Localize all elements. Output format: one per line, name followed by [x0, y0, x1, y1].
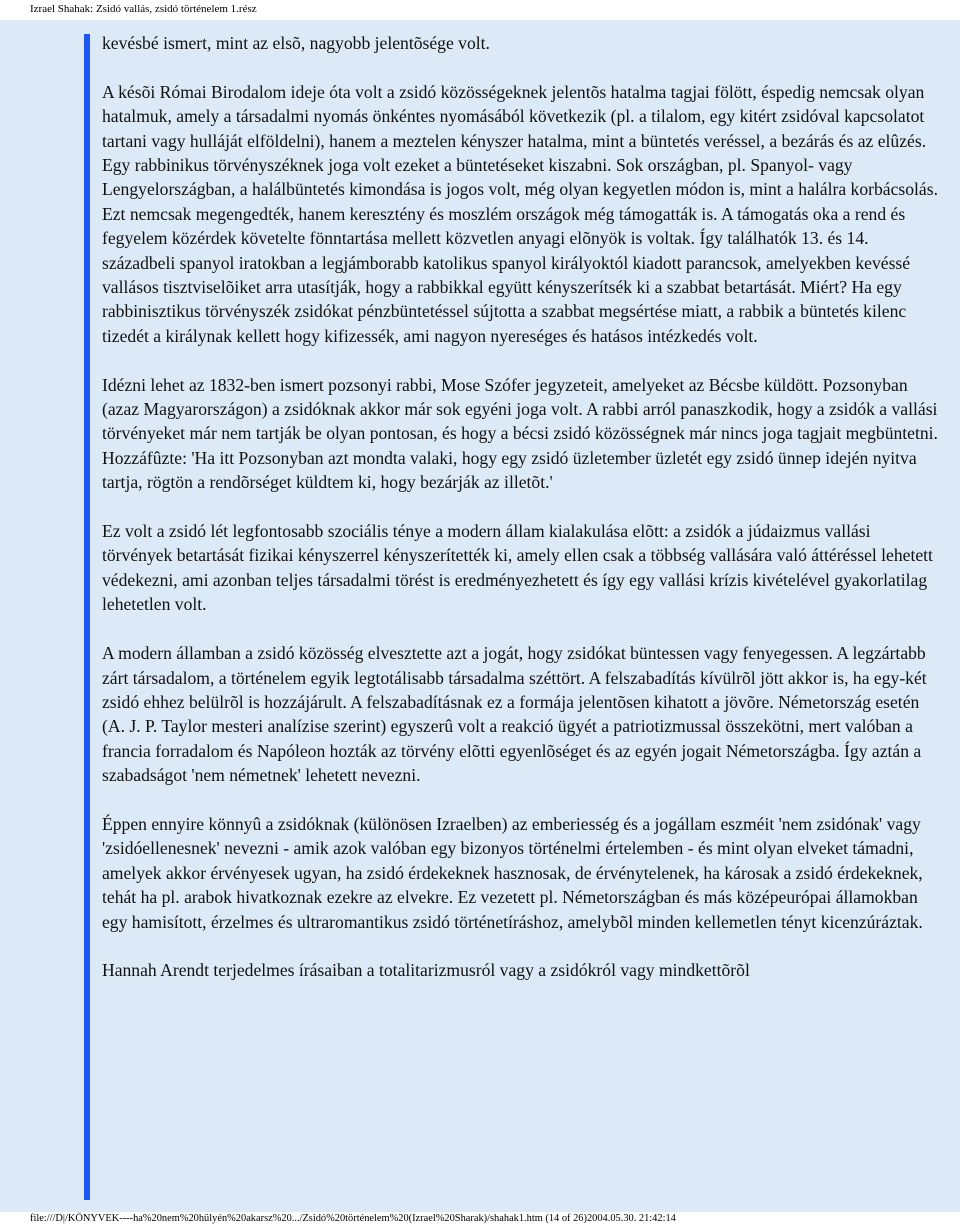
paragraph-7: Hannah Arendt terjedelmes írásaiban a totalitarizmusról vagy a zsidókról vagy mindkettõrõl	[102, 960, 750, 981]
article-container	[0, 20, 960, 1212]
document-title: Izrael Shahak: Zsidó vallás, zsidó történelem 1.rész	[30, 3, 257, 15]
paragraph-3: Idézni lehet az 1832-ben ismert pozsonyi rabbi, Mose Szófer jegyzeteit, amelyeket az Bécsbe küldött. Pozsonyban (azaz Magyarországon) a zsidóknak akkor már sok egyéni joga volt. A rabbi arról panaszkodik, hogy a zsidók a vallási törvényeket már nem tartják be olyan pontosan, és hogy a bécsi zsidó közösségnek már nincs joga tagjait megbüntetni. Hozzáfûzte: 'Ha itt Pozsonyban azt mondta valaki, hogy egy zsidó üzletember üzletét egy zsidó ünnep idején nyitva tartja, rögtön a rendõrséget küldtem ki, hogy bezárják az illetõt.'	[102, 374, 938, 493]
paragraph-4: Ez volt a zsidó lét legfontosabb szociális ténye a modern állam kialakulása elõtt: a zsidók a júdaizmus vallási törvények betartását fizikai kényszerrel kényszerítették ki, amely ellen csak a többség vallására való áttéréssel lehetett védekezni, ami azonban teljes társadalmi törést is eredményezhetett és így egy vallási krízis kivételével gyakorlatilag lehetetlen volt.	[102, 521, 933, 615]
paragraph-1: kevésbé ismert, mint az elsõ, nagyobb jelentõsége volt.	[102, 33, 490, 53]
file-path: file:///D|/KÖNYVEK----ha%20nem%20hülyén%20akarsz%20.../Zsidó%20történelem%20(Izrael%20Sharak)/shahak1.htm (14 of 26)2004.05.30. 21:42:14	[30, 1213, 676, 1224]
paragraph-5: A modern államban a zsidó közösség elvesztette azt a jogát, hogy zsidókat büntessen vagy fenyegessen. A legzártabb zárt társadalom, a történelem egyik legtotálisabb társadalma széttört. A felszabadítás kívülrõl jött akkor is, ha egy-két zsidó ehhez belülrõl is hozzájárult. A felszabadításnak ez a formája jelentõsen kihatott a jövõre. Németország esetén (A. J. P. Taylor mesteri analízise szerint) egyszerû volt a reakció ügyét a patriotizmussal összekötni, mert valóban a francia forradalom és Napóleon hozták az törvény elõtti egyenlõséget és az egyén jogait Németországba. Így aztán a szabadságot 'nem németnek' lehetett nevezni.	[102, 643, 927, 786]
print-header	[0, 0, 960, 20]
quote-bar	[84, 34, 90, 1200]
article-body	[102, 31, 942, 983]
paragraph-2: A késõi Római Birodalom ideje óta volt a zsidó közösségeknek jelentõs hatalma tagjai fölött, éspedig nemcsak olyan hatalmuk, amely a társadalmi nyomás önkéntes nyomásából következik (pl. a tilalom, egy kitért zsidóval kapcsolatot tartani vagy hulláját elföldelni), hanem a meztelen kényszer hatalma, mint a büntetés veréssel, a bezárás és az elûzés. Egy rabbinikus törvényszéknek joga volt ezeket a büntetéseket kiszabni. Sok országban, pl. Spanyol- vagy Lengyelországban, a halálbüntetés kimondása is jogos volt, még olyan kegyetlen módon is, mint a halálra korbácsolás. Ezt nemcsak megengedték, hanem keresztény és moszlém országok még támogatták is. A támogatás oka a rend és fegyelem közérdek követelte fönntartása mellett közvetlen anyagi elõnyök is voltak. Így találhatók 13. és 14. századbeli spanyol iratokban a legjámborabb katolikus spanyol királyoktól kiadott parancsok, amelyekben kevéssé vallásos tisztviselõiket arra utasítják, hogy a rabbikkal együtt kényszerítsék ki a szabbat betartását. Miért? Ha egy rabbinisztikus törvényszék zsidókat pénzbüntetéssel sújtotta a szabbat megsértése miatt, a rabbik a büntetés kilenc tizedét a királynak kellett hogy kifizessék, ami nagyon nyereséges és hatásos intézkedés volt.	[102, 81, 938, 346]
print-footer	[0, 1212, 960, 1226]
paragraph-6: Éppen ennyire könnyû a zsidóknak (különösen Izraelben) az emberiesség és a jogállam eszméit 'nem zsidónak' vagy 'zsidóellenesnek' nevezni - amik azok valóban egy bizonyos történelmi értelemben - és mint olyan elveket támadni, amelyek akkor érvényesek ugyan, ha zsidó érdekeknek hasznosak, de érvénytelenek, ha károsak a zsidó érdekeknek, tehát ha pl. arabok hivatkoznak ezekre az elvekre. Ez vezetett pl. Németországban és más középeurópai államokban egy hamisított, érzelmes és ultraromantikus zsidó történetíráshoz, amelybõl minden kellemetlen tényt kicenzúráztak.	[102, 813, 923, 932]
